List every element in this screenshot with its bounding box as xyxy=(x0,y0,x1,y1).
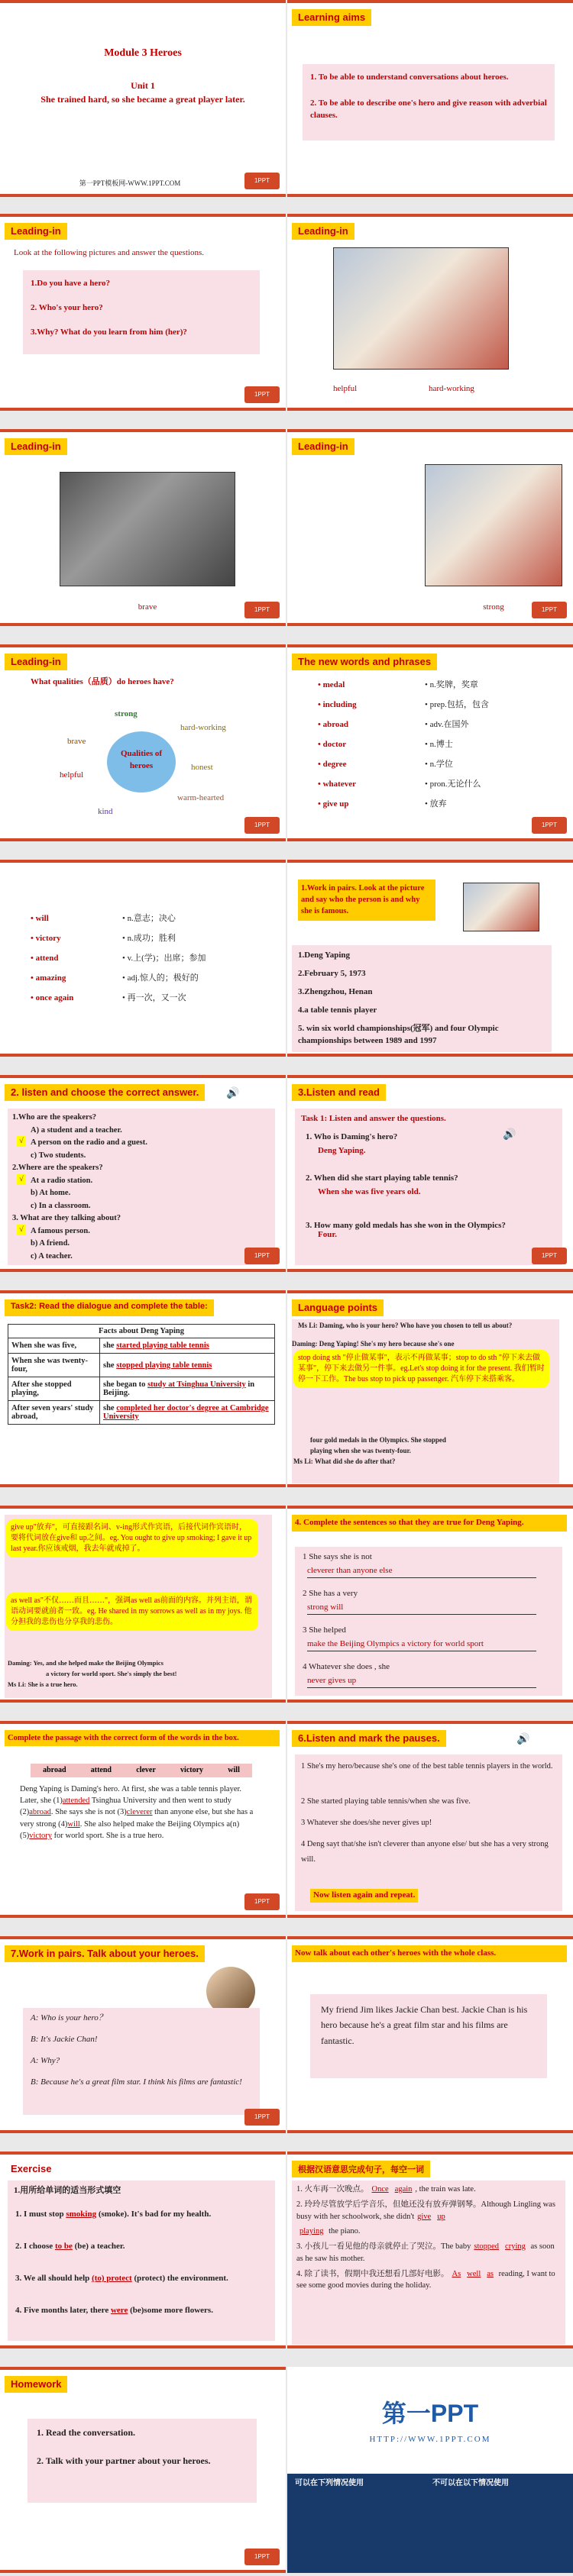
answer-fill: well xyxy=(467,2269,481,2278)
slide-bar: The new words and phrases xyxy=(292,654,437,670)
answer-fill: (to) protect xyxy=(92,2274,132,2283)
tick-icon: √ xyxy=(17,1136,26,1147)
passage-text: Tsinghua University and then went to study (2) xyxy=(20,1796,231,1817)
pause-sentence: 4 Deng sayt that/she isn't cleverer than anyone else/ but she has a very strong will. xyxy=(301,1840,549,1864)
cell-lead: she began to xyxy=(103,1380,148,1389)
word-cn: • n.博士 xyxy=(425,740,453,749)
word-en: • including xyxy=(318,700,357,709)
slide-bar: 根据汉语意思完成句子，每空一词 xyxy=(292,2161,430,2177)
word-cn: • n.学位 xyxy=(425,760,453,769)
answer-fill: victory xyxy=(29,1831,52,1840)
answer-fill: never gives up xyxy=(307,1675,536,1688)
slide-18[interactable] xyxy=(287,1721,573,1918)
passage-title: Complete the passage with the correct form of the words in the box. xyxy=(5,1730,280,1746)
speaker-icon[interactable]: 🔊 xyxy=(226,1088,240,1099)
cell-lead: she xyxy=(103,1361,117,1370)
facts-box: 1.Deng Yaping 2.February 5, 1973 3.Zhengzhou, Henan 4.a table tennis player 5. win six world championships(冠军) and four Olympic championships between 1989 and 1997 xyxy=(292,945,552,1052)
box-word: abroad xyxy=(43,1766,66,1774)
logo-icon: 1PPT xyxy=(532,1248,567,1264)
answer-fill: to be xyxy=(54,2242,73,2251)
task1-box: Task 1: Listen and answer the questions. 1. Who is Daming's hero? Deng Yaping. 2. When did she start playing table tennis? When she was five years old. 3. How many gold medals has she won in the Olympics? Four. xyxy=(295,1109,562,1265)
table-cell xyxy=(100,1377,275,1401)
cell-tail: in Beijing. xyxy=(103,1380,255,1397)
slide-15[interactable]: give up"放弃"，可直接跟名词、v-ing形式作宾语，后接代词作宾语时，要将代词放在give和 up之间。eg. You ought to give up smoking; I gave it up last year.你应该戒烟，我去年就戒掉了。 as well as"不仅……而且……"，强调as well as前面的内容。并列主语，谓语动词要就前者一致。eg. He shared in my sorrows as well as in my joys. 他分担我的悲伤也分享我的悲伤。 Daming: Yes, and she helped make the Beijing Olympics a victory for world sport. She's simply the best! Ms Li: She is a true hero. xyxy=(0,1506,286,1703)
repeat-note: Now listen again and repeat. xyxy=(310,1889,418,1903)
option: A person on the radio and a guest. xyxy=(31,1138,147,1147)
table-cell xyxy=(100,1338,275,1354)
sentence-stem: 1 She says she is not xyxy=(303,1552,372,1561)
sentence-text: 1. 火车再一次晚点。 xyxy=(296,2185,369,2193)
slide-8[interactable] xyxy=(287,644,573,841)
answer-fill: completed her doctor's degree at Cambridge University xyxy=(103,1404,269,1421)
exercise-item xyxy=(15,2206,267,2223)
note-as-well-as: as well as"不仅……而且……"，强调as well as前面的内容。并列主语，谓语动词要就前者一致。eg. He shared in my sorrows as well as in my joys. 他分担我的悲伤也分享我的悲伤。 xyxy=(6,1593,258,1631)
answer-fill: started playing table tennis xyxy=(116,1341,209,1350)
answer-fill: smoking xyxy=(66,2210,97,2219)
lesson-title: She trained hard, so she became a great player later. xyxy=(40,94,245,105)
translation-item xyxy=(296,2268,560,2293)
slide-2[interactable] xyxy=(287,0,573,197)
table-cell xyxy=(100,1401,275,1425)
box-word: victory xyxy=(180,1766,204,1774)
stem-tail: (be) a teacher. xyxy=(72,2242,125,2251)
sentence-text: 2. 玲玲尽管放学后学音乐，但她还没有放弃弹钢琴。Although Lingling was busy with her schoolwork, she didn't xyxy=(296,2200,555,2221)
slide-bar: Leading-in xyxy=(5,223,67,240)
logo-icon: 1PPT xyxy=(244,2549,280,2565)
slide-bar: 2. listen and choose the correct answer. xyxy=(5,1084,205,1101)
stem: 4. Five months later, there xyxy=(15,2306,111,2315)
word-en: • will xyxy=(31,914,49,923)
passage-text: . She also helped make the Beijing Olympics a(n) (5) xyxy=(20,1819,240,1840)
slide-10[interactable] xyxy=(287,860,573,1057)
slide-bar: Exercise xyxy=(5,2161,58,2177)
exercise-item xyxy=(15,2303,267,2319)
sentence-stem: 3 She helped xyxy=(303,1625,346,1635)
pause-sentence: 3 Whatever she does/she never gives up! xyxy=(301,1819,432,1827)
slide-16[interactable] xyxy=(287,1506,573,1703)
answer-fill: will xyxy=(67,1819,80,1829)
answers-box xyxy=(8,1109,275,1265)
table-cell: When she was five, xyxy=(8,1338,100,1354)
word-box xyxy=(31,1764,252,1777)
word-cn: • adv.在国外 xyxy=(425,720,469,729)
stem: 2. I choose xyxy=(15,2242,55,2251)
logo-icon: 1PPT xyxy=(244,1893,280,1910)
slide-6[interactable] xyxy=(287,429,573,626)
passage-text: than anyone else, but she has a very strong (4) xyxy=(20,1808,254,1829)
dialogue-top: Ms Li: Daming, who is your hero? Who have you chosen to tell us about? xyxy=(298,1322,513,1329)
logo-icon: 1PPT xyxy=(244,173,280,189)
logo-icon: 1PPT xyxy=(532,817,567,834)
deng-photo xyxy=(463,883,539,931)
slide-17[interactable] xyxy=(0,1721,286,1918)
word-en: • doctor xyxy=(318,740,347,749)
answer-fill: were xyxy=(110,2306,128,2315)
word-en: • medal xyxy=(318,680,345,689)
option: c) In a classroom. xyxy=(31,1201,91,1210)
sentence-text: the piano. xyxy=(326,2227,361,2236)
answer-fill: stopped xyxy=(474,2242,500,2251)
translation-item xyxy=(296,2226,560,2238)
hurdler-photo xyxy=(425,464,562,586)
answer-fill: As xyxy=(452,2269,461,2278)
stem-tail: (be)some more flowers. xyxy=(128,2306,213,2315)
word-en: • amazing xyxy=(31,973,66,983)
word-en: • victory xyxy=(31,934,61,943)
slide-9[interactable] xyxy=(0,860,286,1057)
speaker-icon[interactable]: 🔊 xyxy=(516,1734,530,1745)
word-en: • whatever xyxy=(318,780,356,789)
question: 1.Who are the speakers? xyxy=(12,1113,97,1122)
slide-bar: Homework xyxy=(5,2376,67,2393)
slide-23[interactable]: Homework 1. Read the conversation. 2. Talk with your partner about your heroes. 1PPT xyxy=(0,2367,286,2573)
logo-icon: 1PPT xyxy=(244,386,280,403)
box-word: clever xyxy=(136,1766,156,1774)
brand-url[interactable]: HTTP://WWW.1PPT.COM xyxy=(369,2435,491,2444)
translation-item xyxy=(296,2241,560,2265)
box-word: will xyxy=(228,1766,240,1774)
stem: 1. I must stop xyxy=(15,2210,66,2219)
slide-bar: 6.Listen and mark the pauses. xyxy=(292,1730,446,1747)
answer-fill: playing xyxy=(299,2227,324,2236)
stem-tail: (protect) the environment. xyxy=(131,2274,228,2283)
slide-4[interactable] xyxy=(287,214,573,411)
table-cell: After seven years' study abroad, xyxy=(8,1401,100,1425)
talk-title: Now talk about each other's heroes with the whole class. xyxy=(292,1945,567,1962)
option: At a radio station. xyxy=(31,1176,93,1185)
unit-title: Unit 1 xyxy=(131,80,155,91)
word-cn: • v.上(学)；出席；参加 xyxy=(122,954,206,963)
slide-13[interactable] xyxy=(0,1290,286,1487)
word-cn: • n.意志；决心 xyxy=(122,914,176,923)
slide-7[interactable]: Leading-in What qualities（品质）do heroes have? Qualities of heroes strong hard-working brave honest helpful warm-hearted kind 1PPT xyxy=(0,644,286,841)
answer-fill: stopped playing table tennis xyxy=(116,1361,212,1370)
answer-fill: strong will xyxy=(307,1602,536,1615)
option: A) a student and a teacher. xyxy=(31,1125,122,1135)
slide-bar: Language points xyxy=(292,1299,384,1316)
word-cn: • 放弃 xyxy=(425,799,447,809)
slide-3[interactable] xyxy=(0,214,286,411)
answer-fill: crying xyxy=(505,2242,526,2251)
qualities-question: What qualities（品质）do heroes have? xyxy=(31,677,174,686)
option: c) A teacher. xyxy=(31,1251,73,1261)
answer-fill: give xyxy=(417,2212,432,2221)
slide-12[interactable] xyxy=(287,1075,573,1272)
table-cell: After she stopped playing, xyxy=(8,1377,100,1401)
sentence-text: 4. 除了读书，假期中我还想看几部好电影。 xyxy=(296,2269,449,2278)
complete-title: 4. Complete the sentences so that they are true for Deng Yaping. xyxy=(292,1515,567,1532)
sentence-text: as soon as he saw his mother. xyxy=(296,2242,555,2263)
slide-bar: Learning aims xyxy=(292,9,371,26)
answer-fill: abroad xyxy=(29,1808,51,1817)
answer-fill: as xyxy=(487,2269,494,2278)
exercise-item xyxy=(15,2271,267,2287)
slide-5[interactable] xyxy=(0,429,286,626)
slide-11[interactable] xyxy=(0,1075,286,1272)
stem: 3. We all should help xyxy=(15,2274,92,2283)
logo-icon: 1PPT xyxy=(244,2109,280,2126)
facts-table: Facts about Deng Yaping When she was five, she started playing table tennis When she was twenty-four, she stopped playing table tennis After she stopped playing, she began to study at Tsinghua University in Beijing. After seven years' study abroad, she completed her doctor's degree at Cambridge University xyxy=(8,1324,275,1425)
logo-icon: 1PPT xyxy=(244,602,280,618)
answer-fill: study at Tsinghua University xyxy=(147,1380,246,1389)
table-row xyxy=(8,1354,275,1377)
logo-icon: 1PPT xyxy=(244,1248,280,1264)
word-cn: • pron.无论什么 xyxy=(425,780,481,789)
table-cell xyxy=(100,1354,275,1377)
translation-item xyxy=(296,2184,560,2196)
sentence-stem: 4 Whatever she does , she xyxy=(303,1662,390,1671)
word-strong: strong xyxy=(483,602,504,612)
sentence-text: reading, I want to see some good movies during the holiday. xyxy=(296,2269,555,2290)
slide-1[interactable] xyxy=(0,0,286,197)
option: c) Two students. xyxy=(31,1151,86,1160)
note-stop-doing: stop doing sth "停止做某事"，表示不再做某事；stop to do sth "停下来去做某事"，停下来去做另一件事。eg.Let's stop doing it for the present. 我们暂时停一下工作。The bus stop to pick up passenger. 汽车停下来搭乘客。 xyxy=(293,1350,549,1388)
word-hard-working: hard-working xyxy=(429,384,474,393)
sentence-text: , the train was late. xyxy=(415,2185,476,2193)
questions-box: 1.Do you have a hero? 2. Who's your hero? 3.Why? What do you learn from him (her)? xyxy=(23,270,260,354)
table-cell: When she was twenty-four, xyxy=(8,1354,100,1377)
slide-bar: Task2: Read the dialogue and complete the table: xyxy=(5,1299,214,1316)
soldier-photo xyxy=(60,472,235,586)
prompt: Look at the following pictures and answer the questions. xyxy=(14,248,204,257)
word-cn: • adj.惊人的；极好的 xyxy=(122,973,199,983)
word-en: • once again xyxy=(31,993,74,1002)
word-cn: • n.奖牌，奖章 xyxy=(425,680,478,689)
tick-icon: √ xyxy=(17,1225,26,1235)
question: 2.Where are the speakers? xyxy=(12,1164,103,1172)
answer-fill: cleverer xyxy=(126,1808,153,1817)
slide-bar: Leading-in xyxy=(5,654,67,670)
cell-lead: she xyxy=(103,1341,117,1350)
option: b) A friend. xyxy=(31,1239,70,1248)
answer-fill: cleverer than anyone else xyxy=(307,1565,536,1578)
logo-icon: 1PPT xyxy=(532,602,567,618)
note-give-up: give up"放弃"，可直接跟名词、v-ing形式作宾语，后接代词作宾语时，要将代词放在give和 up之间。eg. You ought to give up smoking; I gave it up last year.你应该戒烟，我去年就戒掉了。 xyxy=(6,1519,258,1558)
table-row xyxy=(8,1401,275,1425)
footer-text: 第一PPT模板网-WWW.1PPT.COM xyxy=(79,179,181,187)
table-row xyxy=(8,1338,275,1354)
word-en: • give up xyxy=(318,799,349,809)
option: b) At home. xyxy=(31,1189,71,1197)
slide-bar: Leading-in xyxy=(292,223,354,240)
pause-sentence: 2 She started playing table tennis/when she was five. xyxy=(301,1797,471,1806)
question: 3. What are they talking about? xyxy=(12,1214,121,1222)
speaker-icon[interactable]: 🔊 xyxy=(503,1129,516,1141)
doctor-photo xyxy=(333,247,509,370)
translation-item xyxy=(296,2199,560,2223)
passage-text: for world sport. She is a true hero. xyxy=(52,1831,164,1840)
passage-text: Deng Yaping is Daming's hero. At first, she was a table tennis player. Later, she (1) xyxy=(20,1785,242,1806)
cell-lead: she xyxy=(103,1404,117,1412)
qualities-center: Qualities of heroes xyxy=(120,749,163,770)
slide-bar: Leading-in xyxy=(5,438,67,455)
sentence-stem: 2 She has a very xyxy=(303,1589,358,1598)
passage-text: . She says she is not (3) xyxy=(50,1808,127,1817)
slide-24[interactable]: 第一PPT HTTP://WWW.1PPT.COM 可以在下列情况使用 不可以在以下情况使用 xyxy=(287,2367,573,2573)
stem-tail: (smoke). It's bad for my health. xyxy=(96,2210,212,2219)
slide-20[interactable]: Now talk about each other's heroes with the whole class. My friend Jim likes Jackie Chan best. Jackie Chan is his hero because he's a great film star and his films are fantastic. xyxy=(287,1936,573,2133)
word-en: • degree xyxy=(318,760,347,769)
option: A famous person. xyxy=(31,1226,90,1235)
slide-21[interactable]: Exercise 1.用所给单词的适当形式填空 1. I must stop smoking (smoke). It's bad for my health. 2. I choose to be (be) a teacher. 3. We all should help (to) protect (protect) the environment. 4. Five months later, there were (be)some more flowers. xyxy=(0,2152,286,2348)
word-cn: • n.成功；胜利 xyxy=(122,934,176,943)
tick-icon: √ xyxy=(17,1174,26,1185)
table-row xyxy=(8,1377,275,1401)
pause-sentence: 1 She's my hero/because she's one of the best table tennis players in the world. xyxy=(301,1762,553,1771)
sentence-text: 3. 小孩儿一看见他的母亲就停止了哭泣。The baby xyxy=(296,2242,471,2251)
exercise-item xyxy=(15,2239,267,2255)
answer-fill: make the Beijing Olympics a victory for world sport xyxy=(307,1638,536,1651)
slide-bar: Leading-in xyxy=(292,438,354,455)
slide-bar: 7.Work in pairs. Talk about your heroes. xyxy=(5,1945,205,1962)
word-en: • attend xyxy=(31,954,59,963)
slide-14[interactable]: Language points Ms Li: Daming, who is your hero? Who have you chosen to tell us about? Daming: Deng Yaping! She's my hero because she's one stop doing sth "停止做某事"，表示不再做某事；stop to do sth "停下来去做某事"，停下来去做另一件事。eg.Let's stop doing it for the present. 我们暂时停一下工作。The bus stop to pick up passenger. 汽车停下来搭乘客。 four gold medals in the Olympics. She stopped playing when she was twenty-four. Ms Li: What did she do after that? xyxy=(287,1290,573,1487)
passage xyxy=(20,1784,257,1842)
word-helpful: helpful xyxy=(333,384,358,393)
word-brave: brave xyxy=(138,602,157,612)
word-cn: • prep.包括，包含 xyxy=(425,700,489,709)
aims-box: 1. To be able to understand conversations about heroes. 2. To be able to describe one's hero and give reason with adverbial clauses. xyxy=(303,64,555,140)
slide-19[interactable]: 7.Work in pairs. Talk about your heroes. A: Who is your hero？ B: It's Jackie Chan! A: Why? B: Because he's a great film star. I think his films are fantastic! 1PPT xyxy=(0,1936,286,2133)
pair-task: 1.Work in pairs. Look at the picture and say who the person is and why she is famous. xyxy=(298,880,435,921)
answer-fill: again xyxy=(394,2185,413,2193)
module-title: Module 3 Heroes xyxy=(104,47,182,59)
word-en: • abroad xyxy=(318,720,349,729)
word-cn: • 再一次，又一次 xyxy=(122,993,186,1002)
answer-fill: up xyxy=(437,2212,445,2221)
slide-bar: 3.Listen and read xyxy=(292,1084,386,1101)
answer-fill: Once xyxy=(371,2185,389,2193)
brand-title: 第一PPT xyxy=(381,2400,479,2427)
slide-22[interactable] xyxy=(287,2152,573,2348)
answer-fill: attended xyxy=(62,1796,90,1806)
logo-icon: 1PPT xyxy=(244,817,280,834)
box-word: attend xyxy=(90,1766,112,1774)
